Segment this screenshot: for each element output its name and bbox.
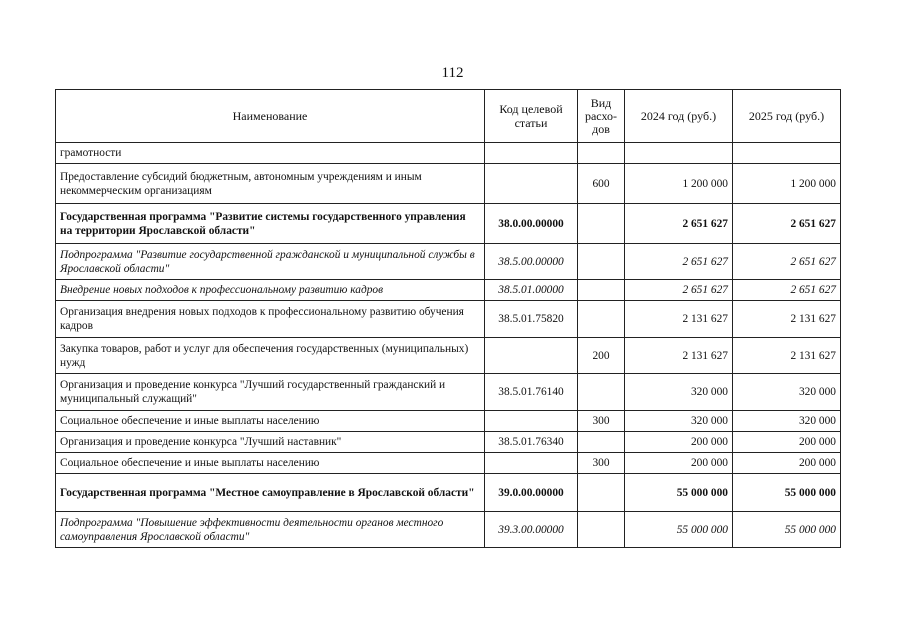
cell-expense-type: 200: [578, 338, 625, 374]
table-row: [56, 374, 841, 411]
header-2024: 2024 год (руб.): [625, 90, 733, 143]
cell-expense-type: 300: [578, 453, 625, 474]
table-body: [56, 143, 841, 548]
cell-amount-2025: [733, 143, 841, 164]
cell-name: Социальное обеспечение и иные выплаты населению: [56, 453, 485, 474]
cell-code: 38.5.01.76140: [485, 374, 578, 411]
cell-name: Подпрограмма "Повышение эффективности деятельности органов местного самоуправления Ярославской области": [56, 512, 485, 548]
table-row: [56, 301, 841, 338]
cell-code: [485, 164, 578, 204]
cell-amount-2025: 1 200 000: [733, 164, 841, 204]
cell-amount-2024: 2 651 627: [625, 244, 733, 280]
cell-amount-2025: 2 131 627: [733, 301, 841, 338]
cell-expense-type: [578, 143, 625, 164]
cell-code: 38.5.01.76340: [485, 432, 578, 453]
cell-amount-2024: 2 131 627: [625, 301, 733, 338]
cell-code: 38.5.01.75820: [485, 301, 578, 338]
cell-code: 39.0.00.00000: [485, 474, 578, 512]
table-row: [56, 164, 841, 204]
header-kind: Вид расхо-дов: [578, 90, 625, 143]
cell-code: 39.3.00.00000: [485, 512, 578, 548]
cell-amount-2025: 2 651 627: [733, 244, 841, 280]
cell-expense-type: [578, 512, 625, 548]
table-row: [56, 453, 841, 474]
cell-amount-2024: 55 000 000: [625, 474, 733, 512]
budget-table: [55, 89, 841, 548]
header-code: Код целевой статьи: [485, 90, 578, 143]
cell-expense-type: [578, 374, 625, 411]
cell-code: 38.5.00.00000: [485, 244, 578, 280]
table-header-row: [56, 90, 841, 143]
cell-expense-type: [578, 474, 625, 512]
cell-amount-2024: 200 000: [625, 453, 733, 474]
cell-amount-2025: 200 000: [733, 432, 841, 453]
cell-name: Государственная программа "Местное самоуправление в Ярославской области": [56, 474, 485, 512]
cell-amount-2024: 55 000 000: [625, 512, 733, 548]
cell-name: Внедрение новых подходов к профессиональному развитию кадров: [56, 280, 485, 301]
cell-amount-2025: 2 651 627: [733, 280, 841, 301]
cell-amount-2024: 1 200 000: [625, 164, 733, 204]
table-row: [56, 474, 841, 512]
table-row: [56, 280, 841, 301]
cell-code: 38.0.00.00000: [485, 204, 578, 244]
cell-code: [485, 143, 578, 164]
cell-amount-2025: 2 131 627: [733, 338, 841, 374]
cell-expense-type: 300: [578, 411, 625, 432]
cell-name: Подпрограмма "Развитие государственной гражданской и муниципальной службы в Ярославской области": [56, 244, 485, 280]
cell-amount-2025: 320 000: [733, 411, 841, 432]
cell-amount-2024: 2 651 627: [625, 204, 733, 244]
cell-name: Закупка товаров, работ и услуг для обеспечения государственных (муниципальных) нужд: [56, 338, 485, 374]
cell-amount-2025: 2 651 627: [733, 204, 841, 244]
cell-amount-2024: 320 000: [625, 374, 733, 411]
cell-expense-type: [578, 432, 625, 453]
table-row: [56, 204, 841, 244]
table-row: [56, 432, 841, 453]
cell-name: Государственная программа "Развитие системы государственного управления на территории Ярославской области": [56, 204, 485, 244]
cell-amount-2025: 55 000 000: [733, 474, 841, 512]
cell-name: грамотности: [56, 143, 485, 164]
cell-expense-type: [578, 244, 625, 280]
header-name: Наименование: [56, 90, 485, 143]
table-row: [56, 512, 841, 548]
cell-amount-2024: 2 131 627: [625, 338, 733, 374]
cell-expense-type: [578, 301, 625, 338]
cell-amount-2025: 55 000 000: [733, 512, 841, 548]
table-row: [56, 143, 841, 164]
cell-name: Организация и проведение конкурса "Лучший государственный гражданский и муниципальный служащий": [56, 374, 485, 411]
cell-expense-type: [578, 280, 625, 301]
cell-code: 38.5.01.00000: [485, 280, 578, 301]
cell-amount-2024: 320 000: [625, 411, 733, 432]
cell-name: Организация и проведение конкурса "Лучший наставник": [56, 432, 485, 453]
cell-name: Социальное обеспечение и иные выплаты населению: [56, 411, 485, 432]
table-row: [56, 244, 841, 280]
cell-expense-type: [578, 204, 625, 244]
cell-amount-2024: [625, 143, 733, 164]
table-row: [56, 411, 841, 432]
header-2025: 2025 год (руб.): [733, 90, 841, 143]
table-row: [56, 338, 841, 374]
cell-amount-2024: 2 651 627: [625, 280, 733, 301]
cell-code: [485, 411, 578, 432]
cell-name: Организация внедрения новых подходов к профессиональному развитию обучения кадров: [56, 301, 485, 338]
cell-amount-2024: 200 000: [625, 432, 733, 453]
cell-code: [485, 453, 578, 474]
cell-name: Предоставление субсидий бюджетным, автономным учреждениям и иным некоммерческим организациям: [56, 164, 485, 204]
cell-code: [485, 338, 578, 374]
cell-amount-2025: 200 000: [733, 453, 841, 474]
page-number: 112: [441, 65, 464, 81]
cell-amount-2025: 320 000: [733, 374, 841, 411]
cell-expense-type: 600: [578, 164, 625, 204]
